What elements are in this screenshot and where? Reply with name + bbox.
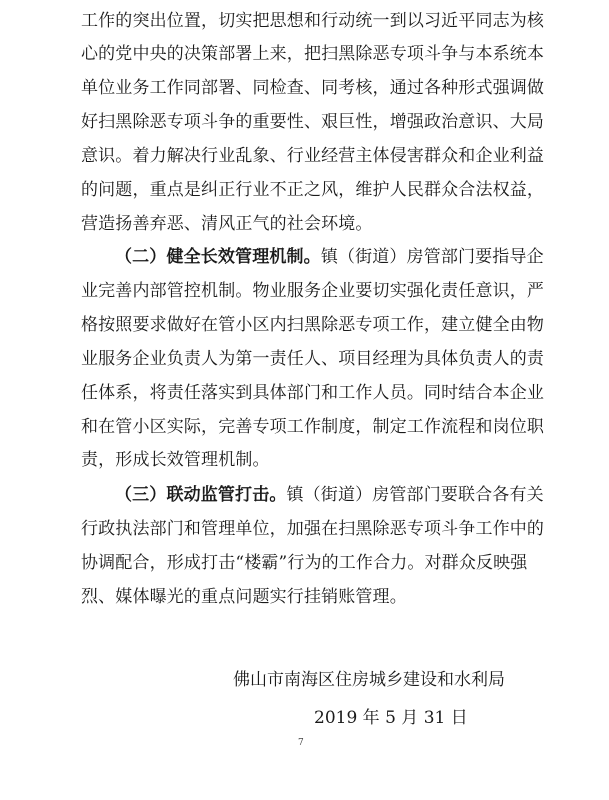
section-first-line [115,485,551,505]
text-line: 和在管小区实际，完善专项工作制度，制定工作流程和岗位职 [81,417,545,437]
text-line: 业完善内部管控机制。物业服务企业要切实强化责任意识，严 [81,281,545,301]
signature-organization: 佛山市南海区住房城乡建设和水利局 [233,670,505,690]
text-line: 业服务企业负责人为第一责任人、项目经理为具体负责人的责 [81,349,545,369]
section-first-line [115,247,551,267]
text-line: 格按照要求做好在管小区内扫黑除恶专项工作，建立健全由物 [81,315,545,335]
section-heading: （二）健全长效管理机制。 [115,247,321,267]
text-line: 行政执法部门和管理单位，加强在扫黑除恶专项斗争工作中的 [81,519,545,539]
text-line: 烈、媒体曝光的重点问题实行挂销账管理。 [81,587,407,607]
signature-date: 2019 年 5 月 31 日 [314,708,468,728]
page-number: 7 [298,738,304,748]
text-line: 的问题，重点是纠正行业不正之风，维护人民群众合法权益， [81,180,545,200]
text-line: 责，形成长效管理机制。 [81,450,270,470]
text-line: 工作的突出位置，切实把思想和行动统一到以习近平同志为核 [81,11,545,31]
text-line: 任体系，将责任落实到具体部门和工作人员。同时结合本企业 [81,383,545,403]
text-line: 协调配合，形成打击“楼霸”行为的工作合力。对群众反映强 [81,553,528,573]
section-text: 镇（街道）房管部门要指导企 [320,247,544,267]
text-line: 意识。着力解决行业乱象、行业经营主体侵害群众和企业利益 [81,146,545,166]
text-line: 营造扬善弃恶、清风正气的社会环境。 [81,214,373,234]
section-text: 镇（街道）房管部门要联合各有关 [286,485,544,505]
text-line: 心的党中央的决策部署上来，把扫黑除恶专项斗争与本系统本 [81,44,545,64]
text-line: 好扫黑除恶专项斗争的重要性、艰巨性，增强政治意识、大局 [81,112,545,132]
section-heading: （三）联动监管打击。 [115,485,287,505]
text-line: 单位业务工作同部署、同检查、同考核，通过各种形式强调做 [81,78,545,98]
